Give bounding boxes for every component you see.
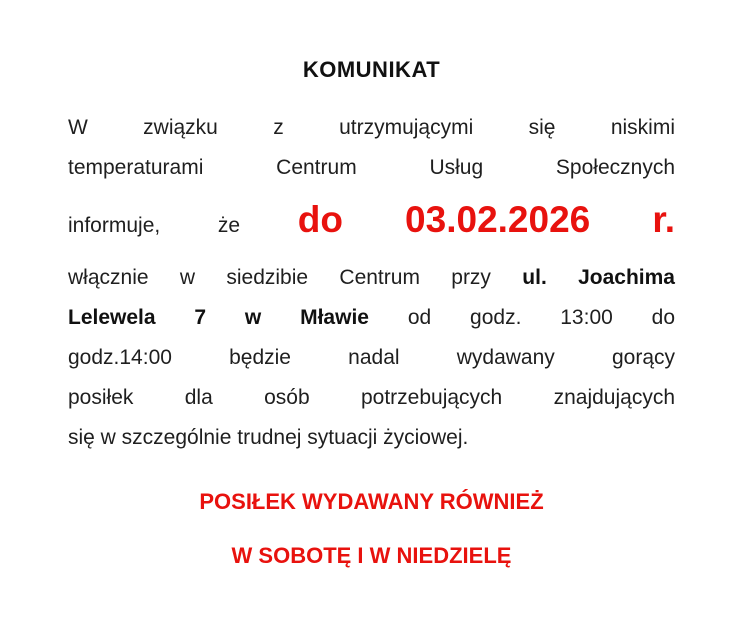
body-line: godz.14:00 będzie nadal wydawany gorący	[68, 346, 675, 369]
address-bold: ul. Joachima	[522, 266, 675, 289]
body-line: W związku z utrzymującymi się niskimi	[68, 116, 675, 139]
footer-line: POSIŁEK WYDAWANY RÓWNIEŻ	[199, 489, 544, 514]
page-title: KOMUNIKAT	[302, 57, 441, 82]
body-line: się w szczególnie trudnej sytuacji życiowej.	[68, 426, 469, 449]
footer-line: W SOBOTĘ I W NIEDZIELĘ	[231, 543, 512, 568]
footer-notice	[68, 488, 675, 570]
announcement-body	[68, 108, 675, 458]
date-highlight: do 03.02.2026 r.	[297, 199, 675, 240]
body-line-date	[68, 188, 675, 258]
body-line	[68, 298, 675, 338]
body-line: posiłek dla osób potrzebujących znajdujących	[68, 386, 675, 409]
body-text: włącznie w siedzibie Centrum przy	[68, 266, 491, 289]
body-line: temperaturami Centrum Usług Społecznych	[68, 156, 675, 179]
body-line	[68, 258, 675, 298]
body-text: informuje, że	[68, 214, 241, 237]
body-text: od godz. 13:00 do	[407, 306, 676, 329]
address-bold: Lelewela 7 w Mławie	[68, 306, 369, 329]
